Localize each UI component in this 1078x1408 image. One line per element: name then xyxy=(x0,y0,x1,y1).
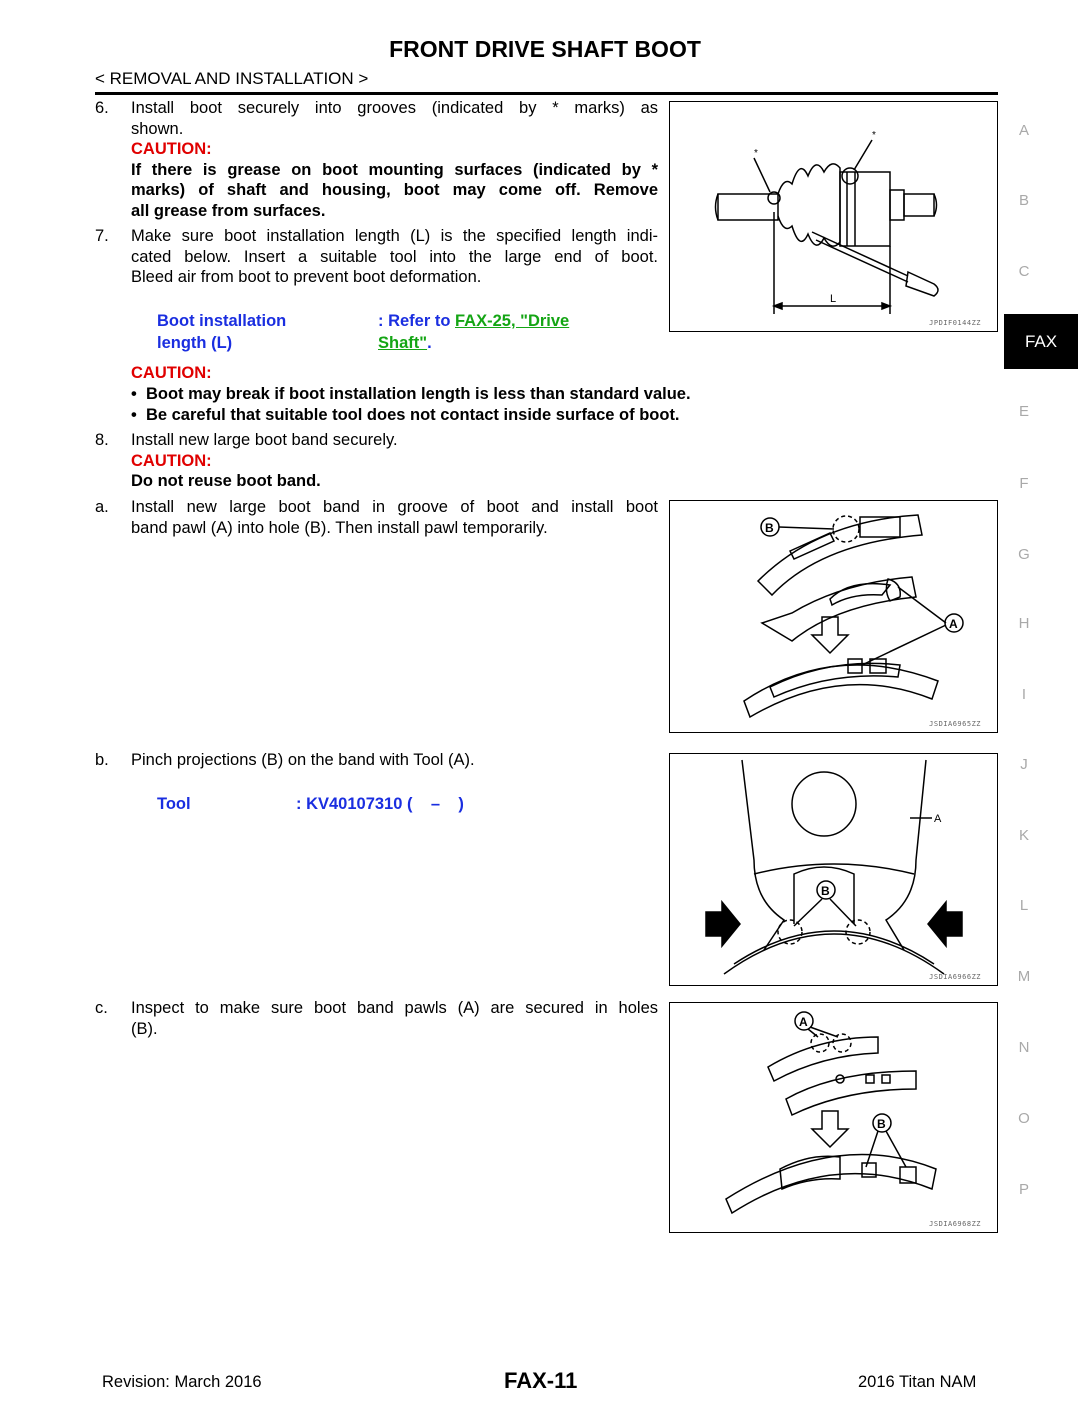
spec-value xyxy=(378,310,569,354)
section-index-letter[interactable]: E xyxy=(1018,403,1029,420)
step-c-line2: (B). xyxy=(131,1019,158,1038)
caution-text: all grease from surfaces. xyxy=(131,201,326,220)
footer-model: 2016 Titan NAM xyxy=(858,1373,977,1391)
step-6-line1: Install boot securely into grooves (indicated by * marks) as xyxy=(131,99,658,117)
pawls-secured-drawing xyxy=(670,1003,997,1232)
spec-prefix: : Refer to xyxy=(378,312,456,330)
caution-bullet: • Be careful that suitable tool does not contact inside surface of boot. xyxy=(131,406,680,424)
section-index-letter[interactable]: C xyxy=(1018,263,1030,280)
section-index-letter[interactable]: L xyxy=(1019,897,1029,914)
step-7-line1: Make sure boot installation length (L) is the specified length indi- xyxy=(131,227,658,245)
step-8-line1: Install new large boot band securely. xyxy=(131,431,398,449)
step-7-line2: cated below. Insert a suitable tool into the large end of boot. xyxy=(131,247,658,266)
figure-pawls-secured xyxy=(669,1002,998,1233)
step-number: 7. xyxy=(95,227,109,245)
length-label: L xyxy=(830,293,837,305)
step-letter: c. xyxy=(95,999,108,1017)
page-title: FRONT DRIVE SHAFT BOOT xyxy=(389,36,701,62)
section-index-letter[interactable]: F xyxy=(1019,475,1029,492)
caution-text: If there is grease on boot mounting surfaces (indicated by * xyxy=(131,160,658,179)
label-a: A xyxy=(934,813,942,825)
figure-code: JPDIF0144ZZ xyxy=(929,319,981,327)
section-index-letter[interactable]: N xyxy=(1018,1039,1030,1056)
section-index-letter[interactable]: I xyxy=(1021,686,1027,703)
step-number: 6. xyxy=(95,99,109,117)
step-c-line1: Inspect to make sure boot band pawls (A) are secured in holes xyxy=(131,999,658,1017)
section-index-letter[interactable]: M xyxy=(1017,968,1031,985)
section-index-letter[interactable]: K xyxy=(1018,827,1029,844)
figure-band-pawl xyxy=(669,500,998,733)
tool-label: Tool xyxy=(157,795,191,813)
caution-text: Do not reuse boot band. xyxy=(131,472,321,490)
step-6-text xyxy=(131,98,658,221)
spec-label xyxy=(157,310,286,354)
section-tab-active[interactable]: FAX xyxy=(1004,314,1078,369)
section-index-letter[interactable]: P xyxy=(1018,1181,1029,1198)
section-index-letter[interactable]: G xyxy=(1018,546,1030,563)
section-index-letter[interactable]: A xyxy=(1018,122,1029,139)
spec-link[interactable]: Shaft" xyxy=(378,334,428,352)
step-c-text xyxy=(131,998,658,1039)
caution-text: marks) of shaft and housing, boot may come off. Remove xyxy=(131,181,658,199)
figure-code: JSDIA6965ZZ xyxy=(929,720,981,728)
step-letter: b. xyxy=(95,751,109,769)
spec-label-line1: Boot installation xyxy=(157,312,287,330)
figure-code: JSDIA6966ZZ xyxy=(929,973,981,981)
caution-bullet-text: Boot may break if boot installation length is less than standard value. xyxy=(145,385,691,403)
figure-pinch-projections xyxy=(669,753,998,986)
label-a: A xyxy=(799,1015,808,1029)
caution-label: CAUTION: xyxy=(131,364,212,382)
step-a-text xyxy=(131,497,658,538)
spec-label-line2: length (L) xyxy=(157,334,233,352)
figure-boot-installation xyxy=(669,101,998,332)
step-a-line2: band pawl (A) into hole (B). Then install pawl temporarily. xyxy=(131,518,548,537)
figure-code: JSDIA6968ZZ xyxy=(929,1220,981,1228)
section-index-letter[interactable]: B xyxy=(1018,192,1029,209)
star-mark: * xyxy=(754,148,758,159)
footer-revision: Revision: March 2016 xyxy=(102,1373,262,1391)
step-8-text xyxy=(131,430,658,492)
caution-bullet: • Boot may break if boot installation length is less than standard value. xyxy=(131,385,691,403)
caution-bullet-text: Be careful that suitable tool does not contact inside surface of boot. xyxy=(145,406,680,424)
step-7-text xyxy=(131,226,658,288)
boot-installation-drawing xyxy=(670,102,997,331)
breadcrumb: < REMOVAL AND INSTALLATION > xyxy=(95,69,369,88)
step-number: 8. xyxy=(95,431,109,449)
caution-label: CAUTION: xyxy=(131,451,212,470)
label-a: A xyxy=(949,617,958,631)
step-b-line1: Pinch projections (B) on the band with Tool (A). xyxy=(131,751,475,769)
label-b: B xyxy=(877,1117,886,1131)
step-7-line3: Bleed air from boot to prevent boot deformation. xyxy=(131,268,482,286)
step-6-line2: shown. xyxy=(131,119,184,138)
caution-label: CAUTION: xyxy=(131,140,212,158)
step-a-line1: Install new large boot band in groove of boot and install boot xyxy=(131,498,658,516)
tool-value: : KV40107310 ( – ) xyxy=(296,795,464,813)
section-index-letter[interactable]: J xyxy=(1020,756,1028,773)
label-b: B xyxy=(821,884,830,898)
section-index-letter[interactable]: H xyxy=(1018,615,1030,632)
spec-link[interactable]: FAX-25, "Drive xyxy=(455,312,570,330)
step-letter: a. xyxy=(95,498,109,516)
spec-suffix: . xyxy=(427,334,432,352)
header-rule xyxy=(95,92,998,95)
section-index-letter[interactable]: O xyxy=(1018,1110,1030,1127)
star-mark: * xyxy=(872,130,876,141)
band-pawl-drawing xyxy=(670,501,997,732)
pinch-projections-drawing xyxy=(670,754,997,985)
label-b: B xyxy=(765,521,774,535)
page-number: FAX-11 xyxy=(504,1368,578,1393)
